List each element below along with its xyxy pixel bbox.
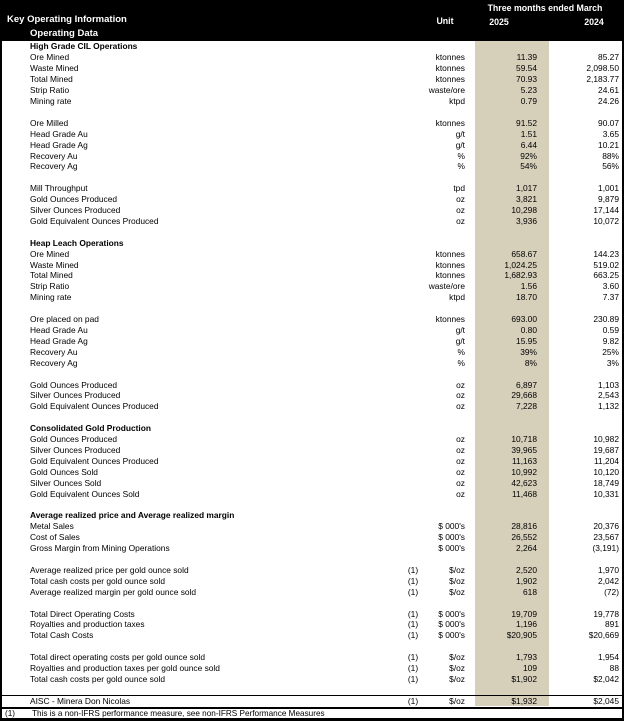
row-label: Ore Mined [30, 248, 70, 259]
value-2025: 10,298 [475, 205, 549, 216]
value-2025: 1,682.93 [475, 270, 549, 281]
unit-cell: oz [456, 401, 465, 412]
table-row [2, 434, 624, 445]
table-row [2, 532, 624, 543]
unit-cell: oz [456, 477, 465, 488]
table-row [2, 292, 624, 303]
value-2025: $1,902 [475, 674, 549, 685]
row-label: Gross Margin from Mining Operations [30, 543, 170, 554]
unit-cell: g/t [455, 139, 465, 150]
value-2025 [475, 554, 549, 565]
table-row [2, 325, 624, 336]
table-row [2, 161, 624, 172]
value-2024: 1,001 [598, 183, 619, 194]
value-2025: 19,709 [475, 608, 549, 619]
value-2025 [475, 510, 549, 521]
unit-cell: $/oz [449, 564, 465, 575]
value-2024: 88 [609, 663, 619, 674]
value-2025 [475, 172, 549, 183]
row-label: Gold Equivalent Ounces Produced [30, 401, 159, 412]
value-2025: 70.93 [475, 74, 549, 85]
value-2025: 1,017 [475, 183, 549, 194]
value-2024: 0.59 [602, 325, 619, 336]
footnote-marker: (1) [5, 709, 16, 718]
value-2024: 2,042 [598, 575, 619, 586]
unit-cell: $/oz [449, 674, 465, 685]
value-2025: 109 [475, 663, 549, 674]
value-2024: (72) [604, 586, 619, 597]
row-label: Silver Ounces Produced [30, 444, 121, 455]
unit-column-header: Unit [436, 16, 454, 26]
footnote-ref: (1) [407, 652, 419, 663]
value-2024: 2,543 [598, 390, 619, 401]
unit-cell: ktonnes [435, 117, 465, 128]
value-2024: 1,970 [598, 564, 619, 575]
value-2025: 42,623 [475, 477, 549, 488]
table-row [2, 412, 624, 423]
unit-cell: g/t [455, 335, 465, 346]
row-label: Waste Mined [30, 63, 79, 74]
year-2025-column-header: 2025 [489, 17, 509, 27]
row-label: Silver Ounces Produced [30, 205, 121, 216]
table-row [2, 619, 624, 630]
value-2025 [475, 106, 549, 117]
value-2025: $20,905 [475, 630, 549, 641]
table-row [2, 423, 624, 434]
row-label: Average realized price per gold ounce sold [30, 564, 189, 575]
subsection-title: Operating Data [30, 28, 99, 39]
row-label: Total Cash Costs [30, 630, 94, 641]
value-2024: 1,103 [598, 379, 619, 390]
unit-cell: oz [456, 488, 465, 499]
footnote-ref: (1) [407, 663, 419, 674]
table-row [2, 674, 624, 685]
value-2024: 1,954 [598, 652, 619, 663]
value-2024: 56% [602, 161, 619, 172]
row-label: Gold Equivalent Ounces Produced [30, 455, 159, 466]
footnote-text: This is a non-IFRS performance measure, see non-IFRS Performance Measures [32, 709, 325, 718]
table-row [2, 259, 624, 270]
unit-cell: $ 000's [438, 608, 465, 619]
table-row [2, 630, 624, 641]
table-row [2, 521, 624, 532]
table-row [2, 597, 624, 608]
value-2025 [475, 412, 549, 423]
value-2025: $1,932 [475, 696, 549, 706]
row-label: Cost of Sales [30, 532, 80, 543]
value-2025: 1.56 [475, 281, 549, 292]
value-2024: 663.25 [593, 270, 619, 281]
value-2024: 88% [602, 150, 619, 161]
value-2025: 39,965 [475, 445, 549, 456]
row-label: Consolidated Gold Production [30, 423, 151, 434]
footnote-ref: (1) [407, 564, 419, 575]
row-label: High Grade CIL Operations [30, 41, 138, 52]
value-2024: 2,183.77 [586, 74, 619, 85]
row-label: Total direct operating costs per gold ounce sold [30, 652, 206, 663]
table-row [2, 543, 624, 554]
table-row [2, 390, 624, 401]
value-2025: 39% [475, 346, 549, 357]
unit-cell: oz [456, 194, 465, 205]
value-2025: 1.51 [475, 128, 549, 139]
unit-cell: % [457, 346, 465, 357]
row-label: Recovery Ag [30, 357, 78, 368]
unit-cell: ktpd [449, 95, 465, 106]
table-row [2, 303, 624, 314]
unit-cell: oz [456, 455, 465, 466]
unit-cell: $ 000's [438, 619, 465, 630]
row-label: Strip Ratio [30, 85, 70, 96]
value-2025: 11.39 [475, 52, 549, 63]
footnote-ref: (1) [407, 586, 419, 597]
value-2024: 230.89 [593, 314, 619, 325]
value-2024: 20,376 [593, 521, 619, 532]
value-2025: 1,196 [475, 619, 549, 630]
table-row [2, 74, 624, 85]
unit-cell: % [457, 357, 465, 368]
table-row [2, 237, 624, 248]
table-row [2, 455, 624, 466]
table-row [2, 663, 624, 674]
value-2024: 19,687 [593, 444, 619, 455]
value-2025: 1,024.25 [475, 259, 549, 270]
table-row [2, 150, 624, 161]
row-label: Silver Ounces Sold [30, 477, 102, 488]
footnote-ref: (1) [407, 696, 419, 707]
table-row [2, 641, 624, 652]
value-2025: 2,520 [475, 565, 549, 576]
table-body [2, 41, 624, 706]
value-2025: 0.80 [475, 325, 549, 336]
unit-cell: waste/ore [428, 281, 465, 292]
value-2024: 7.37 [602, 292, 619, 303]
unit-cell: $/oz [449, 663, 465, 674]
row-label: Gold Equivalent Ounces Produced [30, 215, 159, 226]
table-row [2, 499, 624, 510]
value-2025: 6.44 [475, 139, 549, 150]
row-label: Mining rate [30, 292, 72, 303]
value-2024: 10,331 [593, 488, 619, 499]
year-2024-column-header: 2024 [584, 17, 604, 27]
unit-cell: g/t [455, 128, 465, 139]
value-2024: 85.27 [598, 52, 619, 63]
value-2024: $2,042 [593, 674, 619, 685]
unit-cell: % [457, 150, 465, 161]
table-row [2, 379, 624, 390]
table-row [2, 41, 624, 52]
table-row [2, 216, 624, 227]
value-2024: 144.23 [593, 248, 619, 259]
row-label: Mining rate [30, 95, 72, 106]
value-2025: 54% [475, 161, 549, 172]
value-2025 [475, 226, 549, 237]
row-label: Gold Ounces Produced [30, 434, 118, 445]
period-header: Three months ended March [487, 3, 603, 13]
unit-cell: $/oz [449, 652, 465, 663]
row-label: Head Grade Ag [30, 139, 88, 150]
table-row [2, 117, 624, 128]
table-row [2, 346, 624, 357]
value-2024: 23,567 [593, 532, 619, 543]
unit-cell: ktonnes [435, 63, 465, 74]
table-row [2, 401, 624, 412]
table-row [2, 85, 624, 96]
table-row [2, 106, 624, 117]
table-row [2, 357, 624, 368]
row-label: Head Grade Ag [30, 335, 88, 346]
row-label: Total Mined [30, 270, 73, 281]
unit-cell: oz [456, 444, 465, 455]
row-label: AISC - Minera Don Nicolas [30, 696, 131, 707]
unit-cell: oz [456, 379, 465, 390]
table-row [2, 183, 624, 194]
row-label: Royalties and production taxes per gold ounce sold [30, 663, 220, 674]
unit-cell: ktonnes [435, 52, 465, 63]
value-2024: $2,045 [593, 696, 619, 707]
value-2025: 1,793 [475, 652, 549, 663]
value-2025 [475, 303, 549, 314]
table-row [2, 270, 624, 281]
unit-cell: ktonnes [435, 74, 465, 85]
value-2025: 59.54 [475, 63, 549, 74]
table-row [2, 684, 624, 695]
table-row [2, 139, 624, 150]
row-label: Ore placed on pad [30, 314, 99, 325]
value-2024: 891 [605, 619, 619, 630]
row-label: Gold Ounces Produced [30, 379, 118, 390]
row-label: Strip Ratio [30, 281, 70, 292]
unit-cell: $ 000's [438, 532, 465, 543]
footnote-ref: (1) [407, 619, 419, 630]
row-label: Total Direct Operating Costs [30, 608, 135, 619]
value-2024: 10,982 [593, 434, 619, 445]
unit-cell: ktonnes [435, 259, 465, 270]
row-label: Average realized price and Average realized margin [30, 510, 235, 521]
table-row [2, 281, 624, 292]
value-2024: 10.21 [598, 139, 619, 150]
value-2024: 18,749 [593, 477, 619, 488]
unit-cell: oz [456, 434, 465, 445]
footnote-row [2, 707, 624, 721]
unit-cell: oz [456, 205, 465, 216]
row-label: Recovery Au [30, 346, 78, 357]
table-row [2, 335, 624, 346]
table-row [2, 194, 624, 205]
table-row [2, 488, 624, 499]
unit-cell: $/oz [449, 575, 465, 586]
value-2025: 15.95 [475, 335, 549, 346]
table-row [2, 205, 624, 216]
value-2024: 17,144 [593, 205, 619, 216]
value-2024: 2,098.50 [586, 63, 619, 74]
unit-cell: $ 000's [438, 543, 465, 554]
row-label: Total cash costs per gold ounce sold [30, 674, 166, 685]
table-row [2, 477, 624, 488]
unit-cell: $/oz [449, 586, 465, 597]
value-2024: 9.82 [602, 335, 619, 346]
value-2025: 18.70 [475, 292, 549, 303]
unit-cell: ktonnes [435, 314, 465, 325]
value-2025: 29,668 [475, 390, 549, 401]
table-row [2, 96, 624, 107]
table-row [2, 226, 624, 237]
value-2024: 3.65 [602, 128, 619, 139]
footnote-ref: (1) [407, 674, 419, 685]
unit-cell: % [457, 161, 465, 172]
row-label: Metal Sales [30, 521, 74, 532]
unit-cell: ktonnes [435, 270, 465, 281]
value-2025: 26,552 [475, 532, 549, 543]
row-label: Waste Mined [30, 259, 79, 270]
value-2025: 3,936 [475, 216, 549, 227]
row-label: Ore Mined [30, 52, 70, 63]
row-label: Gold Ounces Sold [30, 466, 98, 477]
page-title: Key Operating Information [7, 14, 127, 25]
value-2024: 3% [606, 357, 619, 368]
table-row [2, 368, 624, 379]
value-2024: 519.02 [593, 259, 619, 270]
value-2025: 10,992 [475, 466, 549, 477]
row-label: Silver Ounces Produced [30, 390, 121, 401]
row-label: Average realized margin per gold ounce sold [30, 586, 197, 597]
value-2025 [475, 41, 549, 52]
row-label: Mill Throughput [30, 183, 88, 194]
value-2024: 10,120 [593, 466, 619, 477]
value-2024: 24.61 [598, 85, 619, 96]
value-2025: 0.79 [475, 96, 549, 107]
value-2025: 6,897 [475, 379, 549, 390]
footnote-ref: (1) [407, 575, 419, 586]
value-2025 [475, 641, 549, 652]
report-header [2, 0, 624, 41]
table-row [2, 695, 624, 706]
value-2024: 90.07 [598, 117, 619, 128]
value-2025: 11,468 [475, 488, 549, 499]
table-row [2, 466, 624, 477]
footnote-ref: (1) [407, 630, 419, 641]
unit-cell: $ 000's [438, 630, 465, 641]
row-label: Head Grade Au [30, 128, 88, 139]
table-row [2, 52, 624, 63]
value-2025 [475, 499, 549, 510]
value-2025: 693.00 [475, 314, 549, 325]
value-2025: 5.23 [475, 85, 549, 96]
table-row [2, 510, 624, 521]
value-2025 [475, 237, 549, 248]
value-2024: 1,132 [598, 401, 619, 412]
row-label: Recovery Ag [30, 161, 78, 172]
unit-cell: $ 000's [438, 521, 465, 532]
value-2025: 91.52 [475, 117, 549, 128]
value-2025: 11,163 [475, 455, 549, 466]
table-row [2, 652, 624, 663]
value-2024: 25% [602, 346, 619, 357]
row-label: Gold Equivalent Ounces Sold [30, 488, 140, 499]
value-2025 [475, 368, 549, 379]
value-2024: 24.26 [598, 95, 619, 106]
table-row [2, 314, 624, 325]
value-2024: (3,191) [592, 543, 619, 554]
value-2025: 8% [475, 357, 549, 368]
value-2025 [475, 423, 549, 434]
row-label: Total Mined [30, 74, 73, 85]
unit-cell: oz [456, 466, 465, 477]
value-2024: 11,204 [594, 455, 619, 466]
table-row [2, 608, 624, 619]
row-label: Recovery Au [30, 150, 78, 161]
value-2024: 9,879 [598, 194, 619, 205]
value-2025: 28,816 [475, 521, 549, 532]
value-2025: 618 [475, 586, 549, 597]
value-2025: 10,718 [475, 434, 549, 445]
unit-cell: tpd [453, 183, 465, 194]
row-label: Head Grade Au [30, 325, 88, 336]
row-label: Royalties and production taxes [30, 619, 145, 630]
table-row [2, 128, 624, 139]
value-2024: 19,778 [593, 608, 619, 619]
unit-cell: $/oz [449, 696, 465, 707]
value-2025 [475, 684, 549, 695]
row-label: Gold Ounces Produced [30, 194, 118, 205]
value-2025: 7,228 [475, 401, 549, 412]
table-row [2, 172, 624, 183]
unit-cell: ktpd [449, 292, 465, 303]
unit-cell: waste/ore [428, 85, 465, 96]
unit-cell: oz [456, 390, 465, 401]
table-row [2, 565, 624, 576]
table-row [2, 63, 624, 74]
row-label: Total cash costs per gold ounce sold [30, 575, 166, 586]
value-2025: 2,264 [475, 543, 549, 554]
value-2025: 92% [475, 150, 549, 161]
table-row [2, 248, 624, 259]
unit-cell: oz [456, 215, 465, 226]
value-2025: 658.67 [475, 248, 549, 259]
row-label: Heap Leach Operations [30, 237, 124, 248]
value-2025: 1,902 [475, 575, 549, 586]
table-row [2, 445, 624, 456]
table-row [2, 586, 624, 597]
table-row [2, 575, 624, 586]
value-2024: 3.60 [602, 281, 619, 292]
table-row [2, 554, 624, 565]
value-2025: 3,821 [475, 194, 549, 205]
row-label: Ore Milled [30, 117, 69, 128]
unit-cell: g/t [455, 325, 465, 336]
value-2025 [475, 597, 549, 608]
unit-cell: ktonnes [435, 248, 465, 259]
footnote-ref: (1) [407, 608, 419, 619]
value-2024: 10,072 [593, 215, 619, 226]
value-2024: $20,669 [588, 630, 619, 641]
